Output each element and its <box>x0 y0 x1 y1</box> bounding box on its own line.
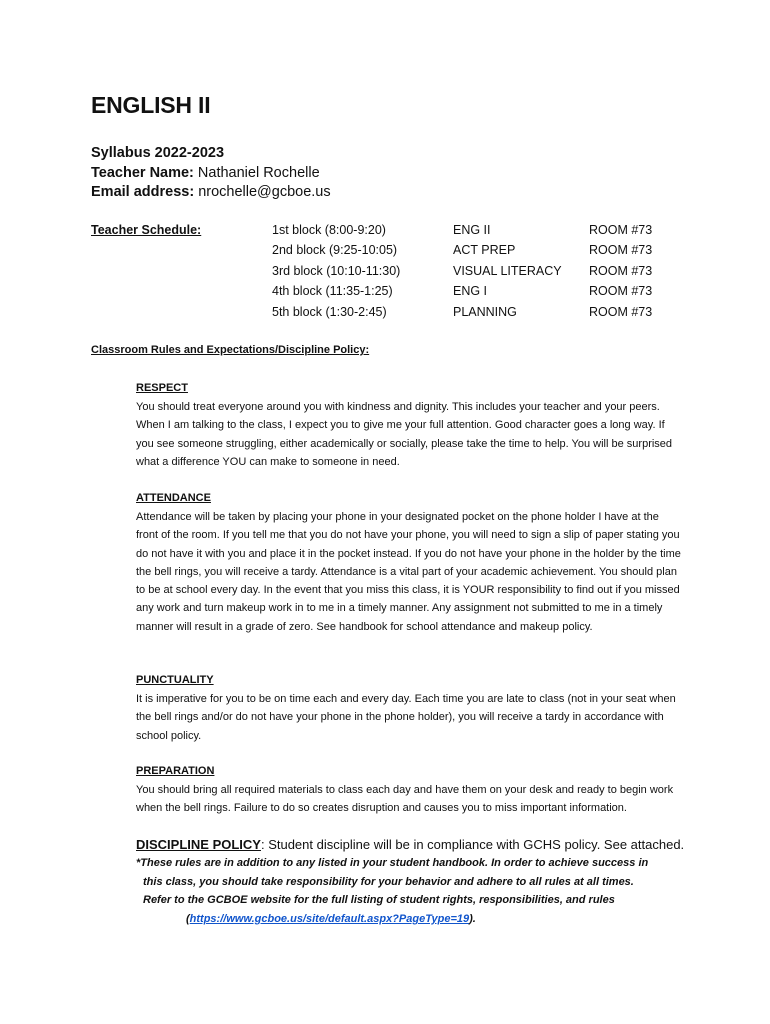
schedule-block: 5th block (1:30-2:45) <box>272 305 387 319</box>
schedule-block: 1st block (8:00-9:20) <box>272 223 386 237</box>
schedule-row <box>0 223 770 243</box>
document-title: ENGLISH II <box>91 92 211 118</box>
gcboe-policy-link[interactable]: https://www.gcboe.us/site/default.aspx?PageType=19 <box>189 913 470 925</box>
section-body: You should bring all required materials to class each day and have them on your desk and ready to begin work when the bell rings. Failure to do so creates disruption and causes you to miss important information. <box>136 784 674 815</box>
schedule-course: ENG I <box>453 284 488 298</box>
section-body: Attendance will be taken by placing your phone in your designated pocket on the phone holder I have at the front of the room. If you tell me that you do not have your phone, you will need to sign a slip of paper stating you do not have it with you and place it in the pocket instead. If you do not have your phone in the holder by the time the bell rings, you will receive a tardy. Attendance is a vital part of your academic achievement. You should plan to be at school every day. In the event that you miss this class, it is YOUR responsibility to find out if you missed any work and turn makeup work in to me in a timely manner. Any assignment not submitted to me in a timely manner will result in a grade of zero. See handbook for school attendance and makeup policy. <box>136 511 681 633</box>
section-title: ATTENDANCE <box>136 492 211 504</box>
section-preparation <box>136 762 681 818</box>
schedule-room: ROOM #73 <box>589 284 653 298</box>
paren-open: ( <box>186 913 190 925</box>
teacher-name-line <box>91 165 320 181</box>
schedule-room: ROOM #73 <box>589 305 653 319</box>
discipline-policy-label: DISCIPLINE POLICY <box>136 837 261 852</box>
schedule-course: ACT PREP <box>453 243 516 257</box>
schedule-block: 4th block (11:35-1:25) <box>272 284 393 298</box>
syllabus-year: Syllabus 2022-2023 <box>91 145 225 161</box>
paren-close: ). <box>469 913 476 925</box>
note-line: this class, you should take responsibility for your behavior and adhere to all rules at all times. <box>143 876 634 888</box>
schedule-room: ROOM #73 <box>589 223 653 237</box>
schedule-course: PLANNING <box>453 305 517 319</box>
section-body: You should treat everyone around you with kindness and dignity. This includes your teacher and your peers. When I am talking to the class, I expect you to give me your full attention. Good character goes a long way. If you see someone struggling, either academically or socially, please take the time to help. You will be surprised what a difference YOU can make to someone in need. <box>136 401 673 468</box>
section-title: PREPARATION <box>136 765 215 777</box>
schedule-course: VISUAL LITERACY <box>453 264 562 278</box>
section-respect <box>136 379 681 471</box>
discipline-policy-text: : Student discipline will be in compliance with GCHS policy. See attached. <box>260 837 685 852</box>
schedule-row <box>0 305 770 325</box>
note-line: Refer to the GCBOE website for the full listing of student rights, responsibilities, and rules <box>143 894 615 906</box>
schedule-row <box>0 243 770 263</box>
schedule-block: 3rd block (10:10-11:30) <box>272 264 401 278</box>
section-title: RESPECT <box>136 382 188 394</box>
schedule-course: ENG II <box>453 223 491 237</box>
email-line <box>91 184 331 200</box>
note-link-line <box>186 913 476 925</box>
email-label: Email address: <box>91 184 195 200</box>
teacher-name-value: Nathaniel Rochelle <box>197 165 320 181</box>
rules-heading: Classroom Rules and Expectations/Discipline Policy: <box>91 344 370 356</box>
schedule-room: ROOM #73 <box>589 264 653 278</box>
section-title: PUNCTUALITY <box>136 674 214 686</box>
schedule-block: 2nd block (9:25-10:05) <box>272 243 398 257</box>
schedule-row <box>0 284 770 304</box>
schedule-label: Teacher Schedule: <box>91 223 202 237</box>
discipline-policy <box>136 837 684 852</box>
section-punctuality <box>136 671 681 745</box>
section-attendance <box>136 489 681 636</box>
schedule-room: ROOM #73 <box>589 243 653 257</box>
section-body: It is imperative for you to be on time each and every day. Each time you are late to class (not in your seat when the bell rings and/or do not have your phone in the phone holder), you will receive a tardy in accordance with school policy. <box>136 693 676 742</box>
email-value: nrochelle@gcboe.us <box>198 184 331 200</box>
note-line: *These rules are in addition to any listed in your student handbook. In order to achieve success in <box>136 857 649 869</box>
schedule-row <box>0 264 770 284</box>
teacher-name-label: Teacher Name: <box>91 165 194 181</box>
